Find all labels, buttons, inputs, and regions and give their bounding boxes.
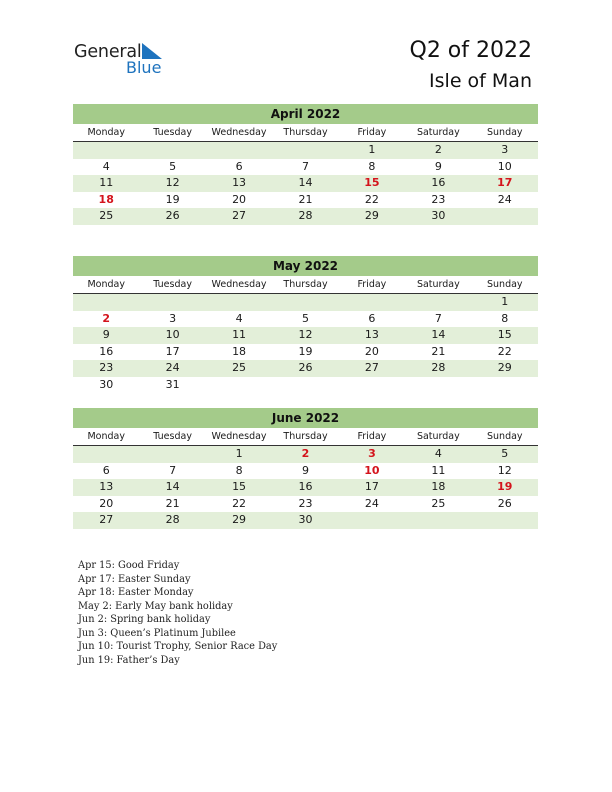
day-cell: 17: [497, 176, 513, 189]
day-cell: 4: [235, 311, 243, 325]
holiday-item: Apr 17: Easter Sunday: [78, 573, 191, 585]
day-names-row: [73, 276, 538, 294]
day-cell: 5: [169, 159, 177, 173]
day-cell: 13: [364, 328, 379, 341]
day-name: Monday: [87, 127, 125, 138]
week-row: [73, 208, 538, 225]
day-cell: [405, 294, 471, 311]
day-cell: 26: [165, 209, 180, 222]
day-name: Wednesday: [211, 279, 267, 290]
day-name: Wednesday: [211, 127, 267, 138]
day-cell: [139, 142, 205, 159]
month-title: May 2022: [73, 256, 538, 276]
week-row: [73, 192, 538, 209]
day-cell: [272, 377, 338, 394]
day-cell: 28: [298, 209, 313, 222]
week-row: [73, 311, 538, 328]
day-cell: 17: [364, 480, 379, 493]
day-name: Sunday: [487, 279, 523, 290]
day-cell: 21: [165, 496, 180, 510]
day-names-row: [73, 428, 538, 446]
day-cell: 15: [232, 480, 247, 493]
month-calendar-may: [73, 256, 538, 393]
day-cell: 6: [368, 311, 376, 325]
day-cell: 1: [235, 447, 243, 460]
day-cell: [206, 142, 272, 159]
day-cell: 7: [434, 311, 442, 325]
month-calendar-april: [73, 104, 538, 225]
day-cell: 21: [298, 192, 313, 206]
holiday-item: May 2: Early May bank holiday: [78, 600, 233, 612]
day-names-row: [73, 124, 538, 142]
day-cell: 10: [165, 328, 180, 341]
day-cell: 10: [497, 159, 512, 173]
day-cell: 6: [235, 159, 243, 173]
week-row: [73, 463, 538, 480]
day-cell: 30: [99, 377, 114, 391]
logo-general-text: General: [74, 42, 142, 62]
day-cell: 18: [431, 480, 446, 493]
day-cell: 26: [497, 496, 512, 510]
day-cell: 21: [431, 344, 446, 358]
month-calendar-june: [73, 408, 538, 529]
day-cell: 25: [232, 361, 247, 374]
day-cell: 25: [431, 496, 446, 510]
holiday-item: Apr 18: Easter Monday: [78, 587, 194, 598]
week-row: [73, 142, 538, 159]
day-cell: 12: [298, 328, 313, 341]
week-row: [73, 175, 538, 192]
day-cell: 20: [232, 192, 247, 206]
day-cell: 20: [364, 344, 379, 358]
day-cell: 1: [368, 143, 376, 156]
day-name: Monday: [87, 431, 125, 442]
day-cell: 8: [235, 463, 243, 477]
day-cell: [472, 377, 538, 394]
day-cell: 14: [165, 480, 180, 493]
day-cell: 9: [434, 159, 442, 173]
day-cell: [339, 294, 405, 311]
day-cell: 7: [301, 159, 309, 173]
day-cell: 8: [501, 311, 509, 325]
day-cell: 5: [501, 447, 509, 460]
day-cell: 11: [431, 463, 446, 477]
day-cell: 8: [368, 159, 376, 173]
day-name: Friday: [357, 431, 387, 442]
week-row: [73, 360, 538, 377]
day-cell: 19: [497, 480, 513, 493]
day-cell: 26: [298, 361, 313, 374]
day-cell: 5: [301, 311, 309, 325]
week-row: [73, 496, 538, 513]
day-cell: 2: [102, 311, 111, 325]
holiday-item: Jun 3: Queen’s Platinum Jubilee: [78, 627, 236, 639]
day-cell: 24: [364, 496, 379, 510]
day-name: Sunday: [487, 127, 523, 138]
day-name: Saturday: [416, 431, 460, 442]
day-cell: [139, 294, 205, 311]
day-cell: 10: [364, 463, 380, 477]
day-cell: 16: [298, 480, 313, 493]
day-cell: 9: [102, 328, 110, 341]
week-row: [73, 327, 538, 344]
day-cell: 16: [431, 176, 446, 189]
day-cell: 15: [497, 328, 512, 341]
holiday-item: Jun 2: Spring bank holiday: [78, 614, 211, 625]
day-cell: 9: [301, 463, 309, 477]
day-cell: 19: [165, 192, 180, 206]
day-name: Monday: [87, 279, 125, 290]
day-cell: [339, 512, 405, 529]
day-cell: [405, 377, 471, 394]
day-cell: [206, 294, 272, 311]
day-cell: 13: [232, 176, 247, 189]
month-title: June 2022: [73, 408, 538, 428]
day-cell: 23: [99, 361, 114, 374]
month-title: April 2022: [73, 104, 538, 124]
day-cell: 27: [364, 361, 379, 374]
logo-triangle-icon: [142, 43, 166, 59]
day-cell: 14: [298, 176, 313, 189]
day-cell: 24: [165, 361, 180, 374]
page-title: Q2 of 2022: [409, 38, 532, 63]
weeks-grid: [73, 446, 538, 529]
day-cell: 2: [434, 143, 442, 156]
day-name: Thursday: [283, 127, 328, 138]
holiday-item: Jun 19: Father’s Day: [78, 654, 180, 666]
weeks-grid: [73, 142, 538, 225]
day-cell: [472, 512, 538, 529]
holiday-item: Apr 15: Good Friday: [78, 560, 180, 571]
day-cell: 22: [364, 192, 379, 206]
day-cell: 30: [431, 209, 446, 222]
day-cell: [73, 446, 139, 463]
day-cell: 12: [497, 463, 512, 477]
day-name: Thursday: [283, 279, 328, 290]
day-cell: 29: [364, 209, 379, 222]
day-cell: 4: [102, 159, 110, 173]
day-cell: 24: [497, 192, 512, 206]
day-cell: 14: [431, 328, 446, 341]
day-cell: 16: [99, 344, 114, 358]
week-row: [73, 479, 538, 496]
day-cell: 28: [431, 361, 446, 374]
day-name: Friday: [357, 279, 387, 290]
brand-logo: [74, 40, 174, 80]
holiday-list: [78, 559, 277, 667]
day-cell: 30: [298, 513, 313, 526]
day-cell: 18: [232, 344, 247, 358]
day-cell: 3: [501, 143, 509, 156]
day-cell: [472, 208, 538, 225]
day-name: Friday: [357, 127, 387, 138]
day-cell: [405, 512, 471, 529]
day-cell: 11: [232, 328, 247, 341]
day-cell: 29: [232, 513, 247, 526]
week-row: [73, 377, 538, 394]
day-name: Wednesday: [211, 431, 267, 442]
weeks-grid: [73, 294, 538, 393]
day-cell: 31: [165, 377, 180, 391]
day-cell: 27: [232, 209, 247, 222]
day-cell: 15: [364, 176, 380, 189]
day-cell: [139, 446, 205, 463]
day-cell: 25: [99, 209, 114, 222]
day-cell: 6: [102, 463, 110, 477]
day-cell: [73, 294, 139, 311]
day-cell: 22: [232, 496, 247, 510]
day-cell: [272, 294, 338, 311]
day-cell: [73, 142, 139, 159]
day-cell: 13: [99, 480, 114, 493]
day-cell: 3: [169, 311, 177, 325]
day-cell: 11: [99, 176, 114, 189]
holiday-item: Jun 10: Tourist Trophy, Senior Race Day: [78, 641, 278, 652]
day-cell: [206, 377, 272, 394]
day-name: Tuesday: [153, 127, 192, 138]
day-name: Tuesday: [153, 279, 192, 290]
logo-blue-text: Blue: [126, 58, 162, 77]
day-cell: 4: [434, 447, 442, 460]
week-row: [73, 344, 538, 361]
day-name: Tuesday: [153, 431, 192, 442]
week-row: [73, 446, 538, 463]
day-cell: 1: [501, 295, 509, 308]
day-cell: 12: [165, 176, 180, 189]
day-name: Saturday: [416, 279, 460, 290]
day-cell: 17: [165, 344, 180, 358]
day-cell: 28: [165, 513, 180, 526]
day-name: Sunday: [487, 431, 523, 442]
day-cell: 18: [98, 192, 114, 206]
day-cell: [272, 142, 338, 159]
week-row: [73, 294, 538, 311]
page-subtitle: Isle of Man: [429, 70, 532, 92]
day-cell: 27: [99, 513, 114, 526]
day-cell: 7: [169, 463, 177, 477]
week-row: [73, 512, 538, 529]
day-cell: 20: [99, 496, 114, 510]
day-name: Saturday: [416, 127, 460, 138]
day-cell: 19: [298, 344, 313, 358]
day-cell: 23: [298, 496, 313, 510]
week-row: [73, 159, 538, 176]
day-cell: 22: [497, 344, 512, 358]
day-cell: 3: [368, 447, 376, 460]
day-cell: 2: [301, 447, 310, 460]
day-name: Thursday: [283, 431, 328, 442]
day-cell: 23: [431, 192, 446, 206]
day-cell: 29: [497, 361, 512, 374]
day-cell: [339, 377, 405, 394]
